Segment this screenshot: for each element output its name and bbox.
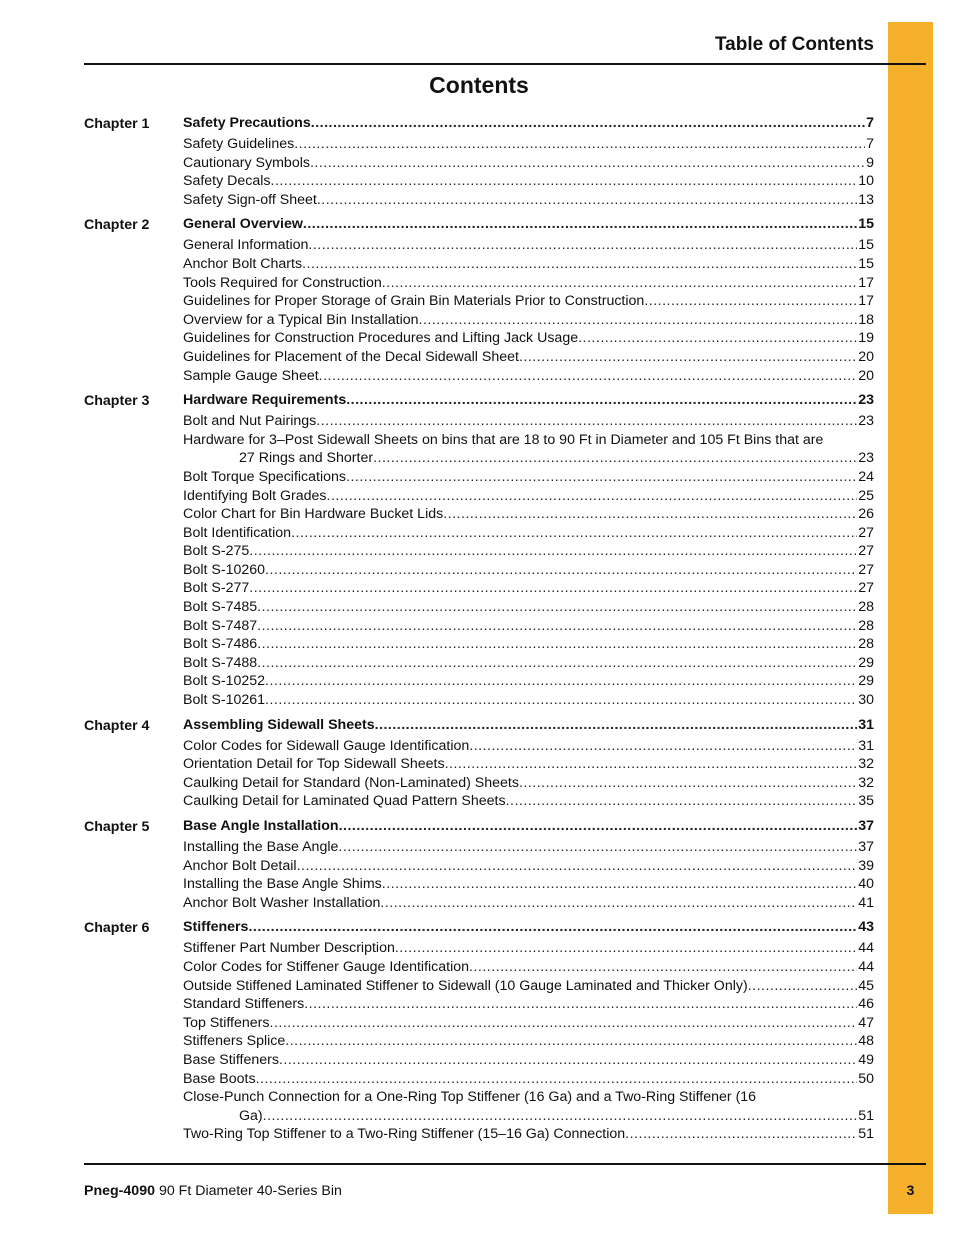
chapter-heading-link[interactable] [183,918,874,937]
dot-leader [285,1032,857,1051]
entry-title: Caulking Detail for Standard (Non-Laminated) Sheets [183,774,519,791]
entry-page-number: 13 [858,191,874,208]
dot-leader [373,449,857,468]
dot-leader [265,561,857,580]
entry-title: Guidelines for Construction Procedures and Lifting Jack Usage [183,330,579,347]
chapter-block [84,391,874,710]
toc-entry-link[interactable] [183,172,874,191]
chapter-label: Chapter 4 [84,717,150,734]
toc-entry-link[interactable] [183,487,874,506]
dot-leader [644,292,857,311]
entry-title: Anchor Bolt Detail [183,857,297,874]
entry-page-number: 51 [858,1126,874,1143]
entry-title: Safety Sign-off Sheet [183,191,317,208]
toc-entry-link[interactable] [183,1070,874,1089]
entry-page-number: 48 [858,1033,874,1050]
dot-leader [257,635,857,654]
dot-leader [270,1014,858,1033]
footer-doc-title: 90 Ft Diameter 40-Series Bin [158,1183,342,1199]
entry-page-number: 50 [858,1070,874,1087]
entry-page-number: 15 [858,255,874,272]
dot-leader [469,958,857,977]
dot-leader [519,348,857,367]
dot-leader [256,1070,858,1089]
entry-page-number: 37 [858,839,874,855]
toc-entry-link[interactable] [183,598,874,617]
toc-entry-link[interactable] [183,412,874,431]
entry-title-continuation: Ga) [239,1107,263,1124]
toc-entry-link[interactable] [183,468,874,487]
toc-entry-link[interactable] [183,792,874,811]
entry-page-number: 51 [858,1107,874,1124]
toc-entry-link[interactable] [183,958,874,977]
chapter-heading-link[interactable] [183,817,874,836]
chapter-heading-link[interactable] [183,716,874,735]
dot-leader [339,817,858,836]
entry-page-number: 23 [858,413,874,430]
toc-entry-link[interactable] [183,1051,874,1070]
dot-leader [469,737,857,756]
toc-entry-link[interactable] [183,755,874,774]
toc-entry-link[interactable] [183,737,874,756]
chapter-entries [183,215,874,385]
entry-title: Orientation Detail for Top Sidewall Sheets [183,756,445,773]
dot-leader [338,838,857,857]
chapter-page-number: 43 [858,919,874,936]
toc-entry-link[interactable] [183,274,874,293]
chapter-entries [183,716,874,811]
chapter-label: Chapter 6 [84,920,150,937]
entry-page-number: 31 [858,737,874,754]
entry-page-number: 30 [858,692,874,709]
header-divider [84,63,926,65]
dot-leader [297,857,858,876]
entry-page-number: 26 [858,506,874,523]
toc-entry-link[interactable] [183,292,874,311]
chapter-page-number: 23 [858,392,874,409]
toc-entry-link[interactable] [183,255,874,274]
toc-entry-link[interactable] [183,977,874,996]
entry-title: Bolt S-7488 [183,654,258,671]
entry-title: Bolt S-10260 [183,561,266,578]
entry-title: Bolt Identification [183,524,292,541]
dot-leader [265,672,857,691]
dot-leader [748,977,858,996]
dot-leader [319,367,858,386]
toc-entry-link[interactable] [183,367,874,386]
entry-title: Color Chart for Bin Hardware Bucket Lids [183,506,444,523]
entry-title: Two-Ring Top Stiffener to a Two-Ring Stiffener (15–16 Ga) Connection [183,1126,626,1143]
entry-page-number: 46 [858,996,874,1013]
page-title: Contents [429,72,529,98]
toc-entry-link[interactable] [183,654,874,673]
chapter-title: Safety Precautions [183,115,311,131]
entry-title: Cautionary Symbols [183,154,310,171]
entry-title-continuation: 27 Rings and Shorter [239,450,374,467]
entry-title: Safety Decals [183,173,271,190]
entry-title: Anchor Bolt Charts [183,255,303,272]
entry-title: Caulking Detail for Laminated Quad Pattern Sheets [183,793,506,810]
chapter-page-number: 31 [858,716,874,733]
chapter-label: Chapter 1 [84,116,150,132]
entry-title: Guidelines for Placement of the Decal Sidewall Sheet [183,348,519,365]
entry-title: Bolt Torque Specifications [183,468,346,485]
chapter-title: Assembling Sidewall Sheets [183,716,375,733]
entry-page-number: 40 [858,876,874,893]
chapter-title: Hardware Requirements [183,392,347,409]
toc-entry-link[interactable] [183,875,874,894]
entry-page-number: 45 [858,977,874,994]
entry-title: Safety Guidelines [183,136,295,152]
dot-leader [310,154,865,173]
chapter-heading-link[interactable] [183,215,874,234]
entry-title: Color Codes for Sidewall Gauge Identification [183,737,470,754]
chapter-entries [183,817,874,912]
chapter-entries [183,114,874,209]
dot-leader [346,468,857,487]
toc-entry-link[interactable] [183,542,874,561]
dot-leader [271,172,858,191]
toc-entry-link[interactable] [183,505,874,524]
entry-title: Installing the Base Angle Shims [183,876,382,893]
toc-entry-link[interactable] [183,579,874,598]
chapter-label: Chapter 3 [84,393,150,410]
dot-leader [519,774,857,793]
toc-entry-link[interactable] [183,838,874,857]
side-color-band [888,22,933,1214]
entry-title: Sample Gauge Sheet [183,367,319,384]
entry-title: Outside Stiffened Laminated Stiffener to Sidewall (10 Gauge Laminated and Thicker Only) [183,977,748,994]
entry-page-number: 35 [858,793,874,810]
entry-title: Stiffeners Splice [183,1033,286,1050]
chapter-label: Chapter 5 [84,819,150,835]
entry-title: Guidelines for Proper Storage of Grain Bin Materials Prior to Construction [183,293,645,310]
entry-page-number: 17 [858,293,874,310]
toc-entry-link[interactable] [183,894,874,913]
entry-page-number: 29 [858,673,874,690]
dot-leader [375,716,858,735]
footer-document-info [84,1183,342,1199]
entry-page-number: 28 [858,636,874,653]
entry-continuation-row [183,1107,874,1126]
entry-page-number: 23 [858,450,874,467]
chapter-block [84,918,874,1144]
toc-entry-link[interactable] [183,857,874,876]
toc-entry-link[interactable] [183,329,874,348]
entry-title: Base Boots [183,1070,256,1087]
dot-leader [249,542,857,561]
toc-entry-link[interactable] [183,561,874,580]
entry-page-number: 10 [858,173,874,190]
chapter-entries [183,391,874,710]
dot-leader [308,236,857,255]
entry-page-number: 27 [858,543,874,560]
toc-entry-link[interactable] [183,1014,874,1033]
dot-leader [265,691,857,710]
toc-entry-link[interactable] [183,191,874,210]
toc-entry-link[interactable] [183,1125,874,1144]
entry-title: Identifying Bolt Grades [183,487,327,504]
toc-entry-link[interactable] [183,154,874,173]
chapter-block [84,215,874,385]
toc-entry-link[interactable] [183,348,874,367]
toc-entry-link[interactable] [183,995,874,1014]
toc-entry-link[interactable] [183,672,874,691]
dot-leader [317,191,857,210]
entry-page-number: 39 [858,857,874,874]
entry-title: Bolt and Nut Pairings [183,413,317,430]
chapter-heading-link[interactable] [183,114,874,133]
dot-leader [327,487,858,506]
toc-entry-link[interactable] [183,431,874,468]
entry-page-number: 19 [858,330,874,347]
chapter-label: Chapter 2 [84,217,150,234]
chapter-page-number: 15 [858,216,874,233]
entry-title: Bolt S-275 [183,543,250,560]
entry-page-number: 49 [858,1051,874,1068]
entry-title: Bolt S-7487 [183,617,258,634]
entry-page-number: 27 [858,580,874,597]
entry-title: Close-Punch Connection for a One-Ring Top Stiffener (16 Ga) and a Two-Ring Stiffener (16 [183,1089,757,1106]
chapter-title: General Overview [183,216,303,233]
entry-title: Bolt S-277 [183,580,250,597]
entry-continuation-row [183,449,874,468]
entry-title: Color Codes for Stiffener Gauge Identification [183,958,470,975]
entry-page-number: 17 [858,274,874,291]
entry-page-number: 15 [858,237,874,254]
table-of-contents [84,114,874,1150]
toc-entry-link[interactable] [183,635,874,654]
entry-title: Overview for a Typical Bin Installation [183,311,419,328]
dot-leader [380,894,857,913]
entry-page-number: 32 [858,756,874,773]
dot-leader [304,995,857,1014]
entry-page-number: 28 [858,599,874,616]
footer-doc-number: Pneg-4090 [84,1183,155,1199]
dot-leader [257,654,857,673]
entry-title: Standard Stiffeners [183,996,305,1013]
entry-page-number: 20 [858,367,874,384]
toc-entry-link[interactable] [183,691,874,710]
toc-entry-link[interactable] [183,617,874,636]
dot-leader [382,875,857,894]
entry-page-number: 24 [858,468,874,485]
entry-page-number: 44 [858,940,874,957]
dot-leader [311,114,865,133]
chapter-entries [183,918,874,1144]
dot-leader [346,391,857,410]
dot-leader [443,505,857,524]
chapter-block [84,114,874,209]
dot-leader [382,274,857,293]
dot-leader [625,1125,857,1144]
entry-page-number: 41 [858,894,874,911]
entry-page-number: 9 [866,154,874,171]
dot-leader [303,215,857,234]
entry-title: Bolt S-10261 [183,692,266,709]
chapter-page-number: 7 [866,115,874,131]
entry-title: Anchor Bolt Washer Installation [183,894,381,911]
chapter-block [84,817,874,912]
toc-entry-link[interactable] [183,1032,874,1051]
entry-page-number: 27 [858,561,874,578]
dot-leader [445,755,858,774]
entry-page-number: 25 [858,487,874,504]
entry-title: Hardware for 3–Post Sidewall Sheets on bins that are 18 to 90 Ft in Diameter and 105 Ft Bins that are [183,431,824,448]
chapter-block [84,716,874,811]
toc-entry-link[interactable] [183,236,874,255]
dot-leader [257,617,857,636]
dot-leader [578,329,857,348]
dot-leader [257,598,857,617]
toc-entry-link[interactable] [183,939,874,958]
entry-title: Stiffener Part Number Description [183,940,395,957]
entry-title: Tools Required for Construction [183,274,382,291]
entry-title: Bolt S-10252 [183,673,266,690]
dot-leader [302,255,857,274]
dot-leader [419,311,858,330]
entry-page-number: 32 [858,774,874,791]
chapter-heading-link[interactable] [183,391,874,410]
entry-page-number: 47 [858,1014,874,1031]
footer-divider [84,1163,926,1165]
dot-leader [506,792,858,811]
entry-page-number: 27 [858,524,874,541]
chapter-title: Stiffeners [183,919,249,936]
entry-page-number: 44 [858,958,874,975]
toc-entry-link[interactable] [183,1088,874,1125]
dot-leader [316,412,857,431]
entry-page-number: 28 [858,617,874,634]
entry-title: Base Stiffeners [183,1051,279,1068]
dot-leader [249,579,857,598]
dot-leader [294,135,865,154]
toc-entry-link[interactable] [183,774,874,793]
entry-page-number: 29 [858,654,874,671]
entry-title: Installing the Base Angle [183,839,339,855]
chapter-title: Base Angle Installation [183,818,339,834]
entry-page-number: 18 [858,311,874,328]
entry-title: Top Stiffeners [183,1014,270,1031]
toc-entry-link[interactable] [183,135,874,154]
chapter-page-number: 37 [858,818,874,834]
entry-title: Bolt S-7485 [183,599,258,616]
entry-page-number: 20 [858,348,874,365]
footer-page-number: 3 [906,1183,915,1199]
section-header-title: Table of Contents [714,34,874,55]
entry-page-number: 7 [866,136,874,152]
dot-leader [279,1051,857,1070]
dot-leader [395,939,857,958]
dot-leader [248,918,857,937]
dot-leader [291,524,857,543]
dot-leader [263,1107,858,1126]
entry-title: General Information [183,237,309,254]
entry-title: Bolt S-7486 [183,636,258,653]
toc-entry-link[interactable] [183,311,874,330]
toc-entry-link[interactable] [183,524,874,543]
